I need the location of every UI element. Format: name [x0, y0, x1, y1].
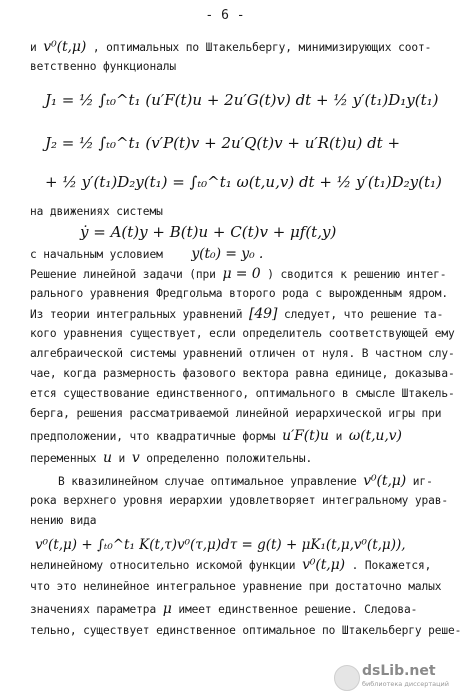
text-line: тельно, существует единственное оптимальное по Штакельбергу реше- — [30, 624, 461, 637]
formula-initial: y(t₀) = y₀ . — [191, 246, 264, 262]
watermark-logo — [334, 663, 449, 693]
text-line: предположении, что квадратичные формы u′F(t)u и ω(t,u,v) — [30, 428, 402, 444]
equation-j1: J₁ = ½ ∫ₜ₀^t₁ (u′F(t)u + 2u′G(t)v) dt + ½ y′(t₁)D₁y(t₁) — [45, 91, 439, 109]
page-number: - 6 - — [205, 8, 245, 23]
text-line: рока верхнего уровня иерархии удовлетворяет интегральному урав- — [30, 494, 449, 507]
equation-system: ẏ = A(t)y + B(t)u + C(t)v + μf(t,y) — [80, 223, 337, 241]
equation-j2-part2: + ½ y′(t₁)D₂y(t₁) = ∫ₜ₀^t₁ ω(t,u,v) dt + ½ y′(t₁)D₂y(t₁) — [45, 173, 442, 191]
text-line: В квазилинейном случае оптимальное управление v⁰(t,μ) иг- — [58, 473, 433, 489]
citation-ref: [49] — [248, 306, 278, 322]
text-line: значениях параметра μ имеет единственное решение. Следова- — [30, 601, 418, 617]
text-line: ется существование единственного, оптимального в смысле Штакель- — [30, 387, 455, 400]
text-line: нению вида — [30, 514, 97, 527]
equation-j2-part1: J₂ = ½ ∫ₜ₀^t₁ (v′P(t)v + 2u′Q(t)v + u′R(t)u) dt + — [45, 134, 401, 152]
text-line: что это нелинейное интегральное уравнение при достаточно малых — [30, 580, 442, 593]
text-line: на движениях системы — [30, 205, 163, 218]
text-line: берга, решения рассматриваемой линейной иерархической игры при — [30, 407, 442, 420]
formula-inline: u′F(t)u — [282, 428, 329, 444]
formula-inline: u — [103, 450, 112, 466]
formula-inline: ω(t,u,v) — [348, 428, 402, 444]
text-line: чае, когда размерность фазового вектора равна единице, доказыва- — [30, 367, 455, 380]
text-line: рального уравнения Фредгольма второго рода с вырожденным ядром. — [30, 287, 449, 300]
formula-inline: v⁰(t,μ) — [43, 39, 87, 55]
watermark-brand: dsLib.net — [362, 663, 436, 679]
logo-icon — [334, 665, 360, 691]
text-line: переменных u и v определенно положительны. — [30, 450, 313, 466]
text-line: нелинейному относительно искомой функции v⁰(t,μ) . Покажется, — [30, 557, 432, 573]
formula-inline: v⁰(t,μ) — [302, 557, 345, 573]
text-line: кого уравнения существует, если определитель соответствующей ему — [30, 327, 455, 340]
text-line: и v⁰(t,μ) , оптимальных по Штакельбергу, минимизирующих соот- — [30, 39, 432, 55]
text-line: ветственно функционалы — [30, 60, 176, 73]
text-line: Решение линейной задачи (при μ = 0 ) сводится к решению интег- — [30, 266, 447, 282]
formula-inline: v — [131, 450, 140, 466]
watermark-subtitle: библиотека диссертаций — [362, 680, 449, 688]
equation-integral: v⁰(t,μ) + ∫ₜ₀^t₁ K(t,τ)v⁰(τ,μ)dτ = g(t) + μK₁(t,μ,v⁰(t,μ)), — [35, 537, 406, 553]
formula-inline: μ — [162, 601, 172, 617]
text-line: алгебраической системы уравнений отличен от нуля. В частном слу- — [30, 347, 455, 360]
text-line: Из теории интегральных уравнений [49] следует, что решение та- — [30, 306, 444, 322]
formula-inline: v⁰(t,μ) — [363, 473, 407, 489]
text-line: с начальным условием y(t₀) = y₀ . — [30, 246, 264, 262]
formula-inline: μ = 0 — [222, 266, 261, 282]
